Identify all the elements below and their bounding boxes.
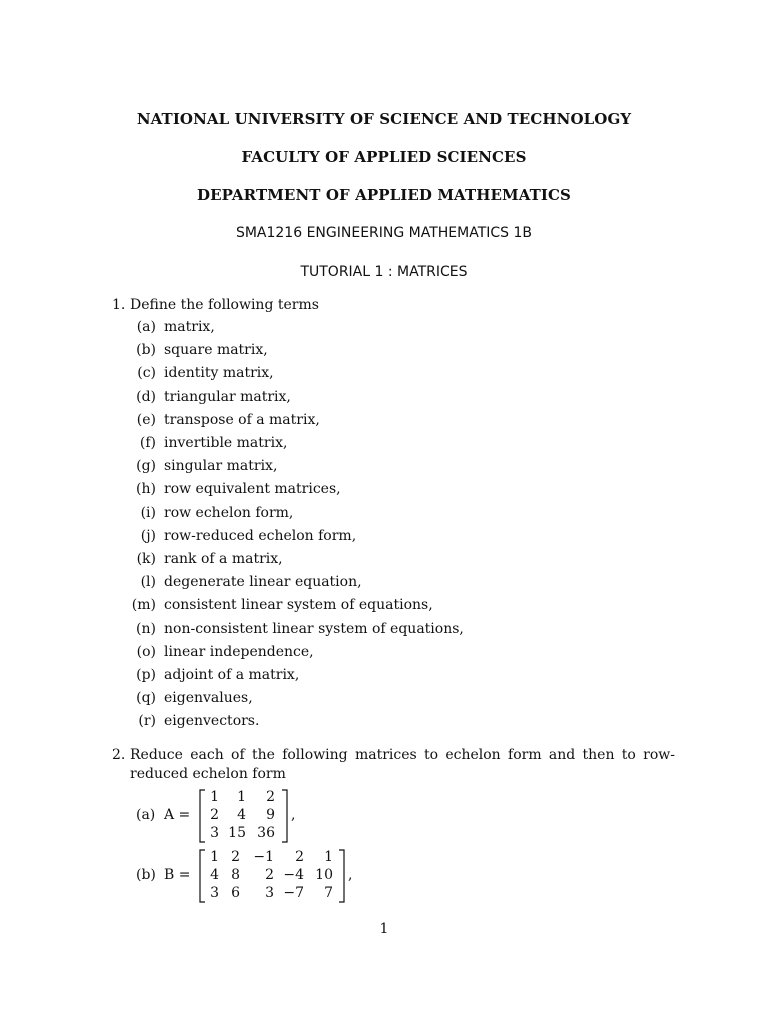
matrix-cell: 4	[210, 867, 219, 883]
university-heading: NATIONAL UNIVERSITY OF SCIENCE AND TECHNOLOGY	[136, 110, 632, 128]
item-text: identity matrix,	[164, 365, 274, 382]
matrix-cell: 1	[210, 789, 219, 805]
item-text: row equivalent matrices,	[164, 481, 341, 498]
matrix-cell: 1	[324, 849, 333, 865]
item-text: row-reduced echelon form,	[164, 527, 357, 544]
matrix-cell: 15	[228, 825, 246, 841]
matrix-cell: 10	[315, 867, 333, 883]
item-label: (j)	[140, 527, 156, 544]
item-label: (k)	[136, 551, 156, 567]
question-1	[112, 296, 692, 316]
matrix-cell: 1	[210, 849, 219, 865]
item-text: consistent linear system of equations,	[164, 597, 433, 614]
item-label: (a)	[136, 319, 156, 335]
matrix-cell: 2	[265, 867, 274, 883]
item-label: (b)	[136, 867, 156, 883]
tutorial-title: TUTORIAL 1 : MATRICES	[300, 264, 468, 280]
question-number: 2.	[112, 747, 126, 763]
item-label: (r)	[138, 713, 156, 730]
matrix-suffix: ,	[291, 807, 296, 823]
matrix-cell: 2	[266, 789, 275, 805]
item-label: (d)	[136, 388, 156, 405]
item-text: transpose of a matrix,	[164, 411, 320, 428]
item-label: (n)	[136, 620, 156, 637]
item-text: triangular matrix,	[164, 388, 291, 405]
matrix-b	[0, 849, 768, 903]
item-text: invertible matrix,	[164, 435, 288, 451]
item-text: row echelon form,	[164, 504, 294, 521]
item-label: (e)	[136, 411, 156, 428]
faculty-heading: FACULTY OF APPLIED SCIENCES	[241, 148, 527, 166]
matrix-cell: 2	[295, 849, 304, 865]
matrix-cell: 3	[265, 885, 274, 901]
item-text: non-consistent linear system of equations,	[164, 620, 464, 637]
matrix-name: B =	[164, 867, 191, 883]
matrix-cell: 3	[210, 885, 219, 901]
matrix-cell: 8	[231, 867, 240, 883]
right-bracket	[281, 789, 289, 843]
matrix-cell: 6	[231, 885, 240, 901]
matrix-cell: 3	[210, 825, 219, 841]
item-text: matrix,	[164, 319, 215, 335]
matrix-cell: 4	[237, 807, 246, 823]
course-title: SMA1216 ENGINEERING MATHEMATICS 1B	[235, 225, 533, 241]
question-text: Reduce each of the following matrices to echelon form and then to row-reduced echelon form	[130, 747, 675, 782]
matrix-name: A =	[164, 807, 191, 823]
matrix-suffix: ,	[348, 867, 353, 883]
item-text: degenerate linear equation,	[164, 574, 362, 591]
item-text: eigenvectors.	[164, 713, 260, 730]
matrix-cell: −4	[283, 867, 304, 883]
item-label: (h)	[136, 481, 156, 498]
item-label: (a)	[136, 807, 156, 823]
question-2	[112, 746, 692, 786]
matrix-cell: 1	[237, 789, 246, 805]
question-text: Define the following terms	[130, 297, 319, 313]
item-label: (m)	[131, 597, 156, 614]
item-label: (b)	[136, 342, 156, 359]
matrix-cell: 36	[257, 825, 275, 841]
right-bracket	[338, 849, 346, 903]
item-label: (i)	[140, 504, 156, 521]
matrix-cell: 2	[210, 807, 219, 823]
item-label: (q)	[136, 690, 156, 707]
item-label: (l)	[140, 574, 156, 591]
item-label: (p)	[136, 667, 156, 683]
item-text: eigenvalues,	[164, 690, 253, 707]
item-label: (f)	[139, 435, 156, 451]
item-text: adjoint of a matrix,	[164, 667, 300, 683]
question-number: 1.	[112, 297, 126, 313]
item-label: (g)	[136, 458, 156, 475]
matrix-a	[0, 789, 768, 843]
item-label: (c)	[137, 365, 156, 382]
item-text: rank of a matrix,	[164, 551, 283, 567]
item-text: linear independence,	[164, 643, 314, 660]
item-label: (o)	[136, 643, 156, 660]
matrix-cell: 9	[266, 807, 275, 823]
item-text: square matrix,	[164, 342, 268, 359]
page-number: 1	[379, 921, 389, 937]
matrix-cell: 7	[324, 885, 333, 901]
matrix-cell: 2	[231, 849, 240, 865]
matrix-cell: −1	[253, 849, 274, 865]
item-text: singular matrix,	[164, 458, 278, 475]
matrix-cell: −7	[283, 885, 304, 901]
department-heading: DEPARTMENT OF APPLIED MATHEMATICS	[197, 186, 571, 204]
